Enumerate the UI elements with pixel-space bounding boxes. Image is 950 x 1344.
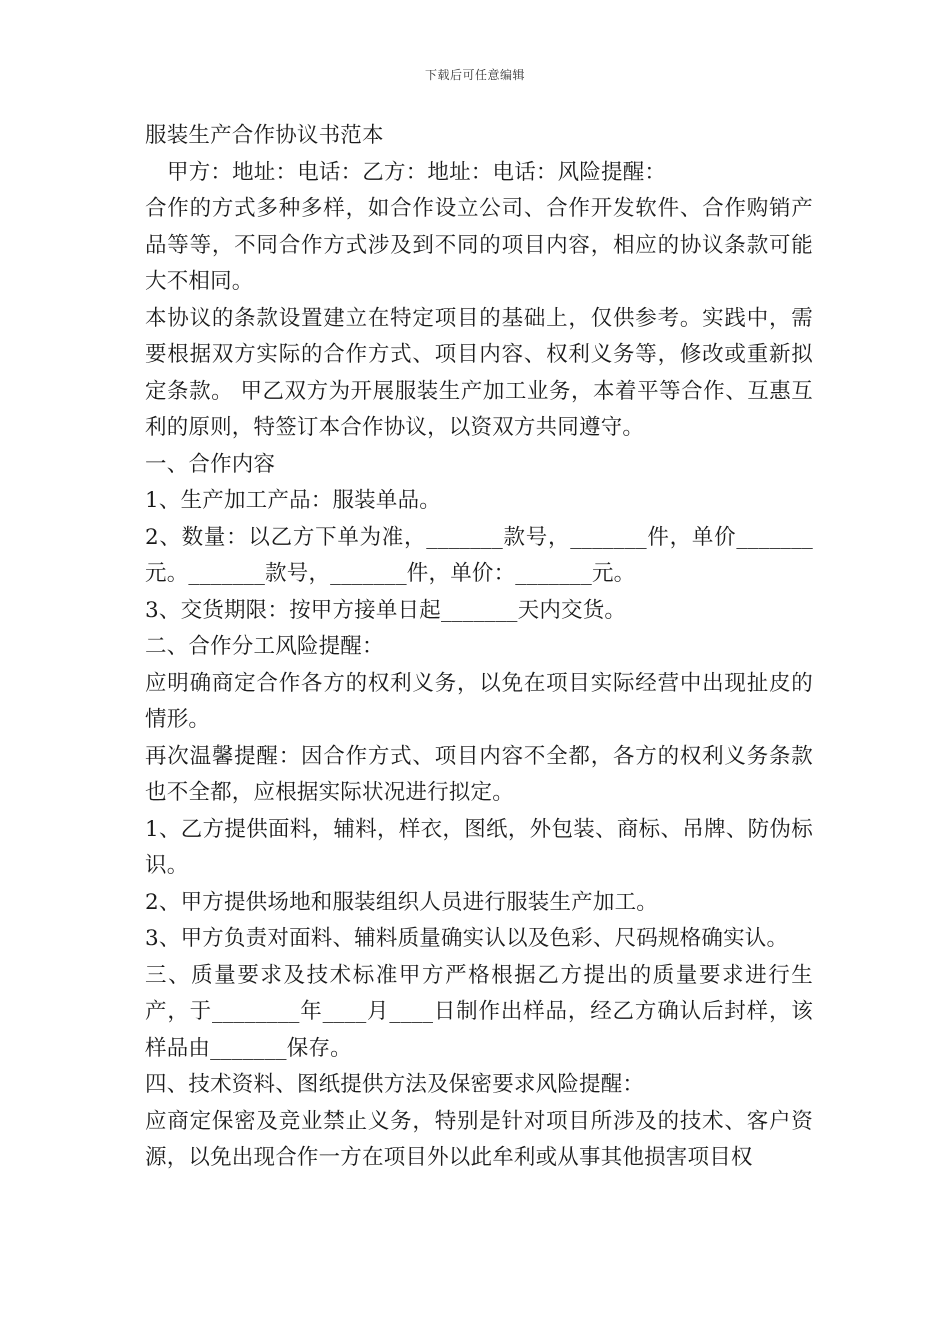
clause-item: 3、交货期限：按甲方接单日起_______天内交货。 — [145, 597, 627, 623]
section-heading: 三、质量要求及技术标准甲方严格根据乙方提出的质量要求进行生产，于________年____月____日制作出样品，经乙方确认后封样，该样品由_______保存。 — [145, 962, 813, 1061]
section-heading: 一、合作内容 — [145, 451, 276, 477]
paragraph: 合作的方式多种多样，如合作设立公司、合作开发软件、合作购销产品等等，不同合作方式涉及到不同的项目内容，相应的协议条款可能大不相同。 — [145, 196, 813, 294]
clause-item: 2、数量：以乙方下单为准，_______款号，_______件，单价_______元。_______款号，_______件，单价：_______元。 — [145, 524, 813, 586]
clause-item: 2、甲方提供场地和服装组织人员进行服装生产加工。 — [145, 889, 658, 915]
section-heading: 二、合作分工风险提醒： — [145, 634, 384, 659]
party-info-paragraph: 甲方：地址：电话：乙方：地址：电话：风险提醒： — [167, 159, 667, 185]
clause-item: 3、甲方负责对面料、辅料质量确实认以及色彩、尺码规格确实认。 — [145, 926, 789, 951]
paragraph: 再次温馨提醒：因合作方式、项目内容不全都，各方的权利义务条款也不全都，应根据实际状况进行拟定。 — [145, 743, 813, 805]
section-heading: 四、技术资料、图纸提供方法及保密要求风险提醒： — [145, 1072, 645, 1097]
document-body — [145, 118, 813, 1177]
document-title: 服装生产合作协议书范本 — [145, 123, 384, 148]
clause-item: 1、生产加工产品：服装单品。 — [145, 488, 441, 513]
clause-item: 1、乙方提供面料，辅料，样衣，图纸，外包装、商标、吊牌、防伪标识。 — [145, 816, 813, 878]
paragraph: 本协议的条款设置建立在特定项目的基础上，仅供参考。实践中，需要根据双方实际的合作方式、项目内容、权利义务等，修改或重新拟定条款。 甲乙双方为开展服装生产加工业务，本着平等合作、互惠互利的原则，特签订本合作协议，以资双方共同遵守。 — [145, 305, 813, 440]
page-header: 下载后可任意编辑 — [424, 68, 525, 82]
paragraph: 应明确商定合作各方的权利义务，以免在项目实际经营中出现扯皮的情形。 — [145, 670, 813, 732]
paragraph: 应商定保密及竞业禁止义务，特别是针对项目所涉及的技术、客户资源，以免出现合作一方在项目外以此牟利或从事其他损害项目权 — [145, 1108, 813, 1170]
